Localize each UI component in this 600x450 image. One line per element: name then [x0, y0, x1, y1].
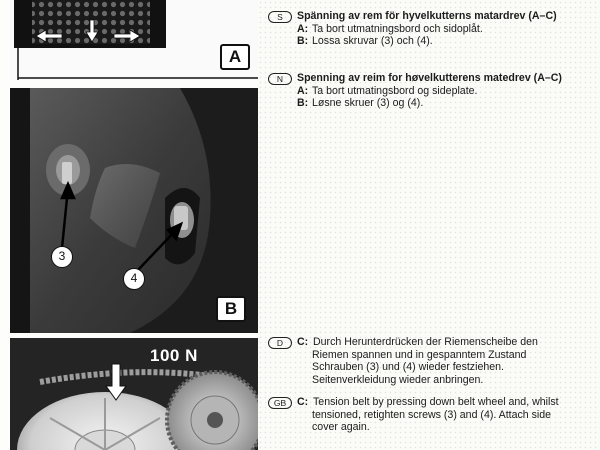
panel-c-photo — [10, 338, 258, 450]
language-badge-s: S — [268, 11, 292, 23]
language-badge-n: N — [268, 73, 292, 85]
section-gb-line-1: Tension belt by pressing down belt wheel and, whilst — [313, 396, 559, 408]
section-n-a-key: A: — [297, 84, 309, 97]
panel-b-callout-4: 4 — [123, 268, 145, 290]
section-n-b-text: Løsne skruer (3) og (4). — [312, 97, 424, 110]
language-badge-gb: GB — [268, 397, 292, 409]
section-gb-line-2: tensioned, retighten screws (3) and (4). Attach side — [312, 408, 552, 421]
section-german — [268, 336, 596, 386]
section-d-line-1: Durch Herunterdrücken der Riemenscheibe den — [313, 336, 538, 348]
section-s-b-text: Lossa skruvar (3) och (4). — [312, 35, 433, 48]
panel-c-force-label: 100 N — [150, 346, 198, 365]
photo-panel-c — [10, 338, 258, 450]
section-gb-key: C: — [297, 396, 309, 408]
panel-b-label: B — [216, 296, 246, 322]
panel-a-label: A — [220, 44, 250, 70]
section-s-a-key: A: — [297, 22, 309, 35]
section-s-b-key: B: — [297, 35, 309, 48]
section-d-line-4: Seitenverkleidung wieder anbringen. — [312, 373, 484, 386]
section-s-title: Spänning av rem för hyvelkutterns matardrev (A–C) — [297, 10, 557, 22]
section-n-a-text: Ta bort utmatingsbord og sideplate. — [312, 84, 478, 97]
section-s-a-text: Ta bort utmatningsbord och sidoplåt. — [312, 22, 483, 35]
section-n-title: Spenning av reim for høvelkutterens matedrev (A–C) — [297, 72, 562, 84]
section-swedish — [268, 10, 596, 48]
section-d-line-2: Riemen spannen und in gespanntem Zustand — [312, 348, 527, 361]
language-badge-d: D — [268, 337, 292, 349]
panel-b-callout-3: 3 — [51, 246, 73, 268]
section-gb-line-3: cover again. — [312, 421, 370, 434]
photo-panel-a — [10, 0, 258, 80]
section-d-line-3: Schrauben (3) und (4) wieder festziehen. — [312, 361, 504, 374]
section-d-key: C: — [297, 336, 309, 348]
section-n-b-key: B: — [297, 97, 309, 110]
photo-panel-b — [10, 88, 258, 333]
section-norwegian — [268, 72, 596, 110]
section-english — [268, 396, 596, 434]
